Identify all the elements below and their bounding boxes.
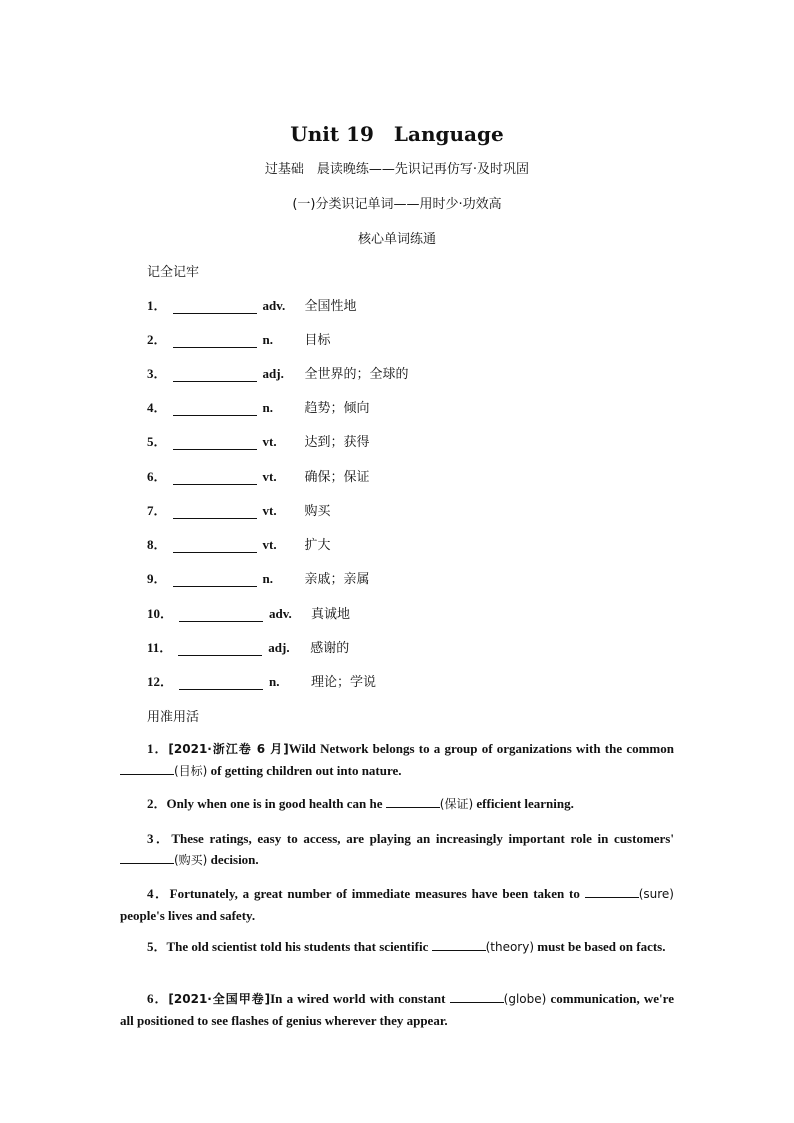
- sentence-item: [120, 936, 674, 958]
- vocab-item: [147, 602, 350, 622]
- unit-number: Unit 19: [290, 122, 374, 146]
- sentence-number: 4．: [147, 886, 170, 901]
- part1-label: 记全记牢: [147, 265, 200, 280]
- vocab-meaning: 全世界的；全球的: [304, 367, 409, 382]
- vocab-answer-blank[interactable]: [173, 367, 257, 382]
- vocab-meaning: 亲戚；亲属: [304, 572, 370, 587]
- unit-topic: Language: [393, 122, 504, 146]
- sentence-text-before: These ratings, easy to access, are playing an increasingly important role in customers': [171, 831, 674, 846]
- sentence-text-after: communication, we're all positioned to see flashes of genius wherever they appear.: [120, 991, 674, 1028]
- vocab-meaning: 扩大: [304, 538, 331, 553]
- sentence-hint: (sure): [638, 887, 674, 901]
- vocab-meaning: 趋势；倾向: [304, 401, 370, 416]
- sentence-item: [120, 793, 674, 815]
- sentence-number: 5．: [147, 939, 167, 954]
- sentence-answer-blank[interactable]: [120, 762, 174, 775]
- vocab-number: 4．: [147, 400, 167, 415]
- sentence-source: [2021·全国甲卷]: [168, 992, 271, 1006]
- vocab-meaning: 真诚地: [311, 607, 351, 622]
- vocab-number: 1．: [147, 298, 167, 313]
- sentence-number: 1．: [147, 741, 169, 756]
- vocab-part-of-speech: adv.: [269, 606, 292, 621]
- vocab-item: [147, 670, 376, 690]
- vocab-number: 11．: [147, 640, 173, 655]
- sentence-text-after: people's lives and safety.: [120, 908, 256, 923]
- vocab-number: 5．: [147, 434, 167, 449]
- sentence-answer-blank[interactable]: [386, 795, 440, 808]
- vocab-item: [147, 362, 409, 382]
- sentence-number: 2．: [147, 796, 167, 811]
- vocab-number: 6．: [147, 469, 167, 484]
- vocab-part-of-speech: vt.: [262, 503, 277, 518]
- vocab-answer-blank[interactable]: [178, 641, 262, 656]
- vocab-part-of-speech: adj.: [262, 366, 284, 381]
- vocab-item: [147, 567, 370, 587]
- sentence-text-before: Only when one is in good health can he: [166, 796, 386, 811]
- vocab-part-of-speech: n.: [262, 332, 273, 347]
- section-title: (一)分类识记单词——用时少·功效高: [292, 197, 502, 212]
- vocab-item: [147, 294, 357, 314]
- vocab-number: 10．: [147, 606, 174, 621]
- vocab-number: 2．: [147, 332, 167, 347]
- sentence-text-after: decision.: [207, 852, 259, 867]
- sentence-item: [120, 988, 674, 1031]
- vocab-item: [147, 533, 331, 553]
- sentence-text-before: Fortunately, a great number of immediate measures have been taken to: [169, 886, 585, 901]
- vocab-answer-blank[interactable]: [173, 504, 257, 519]
- vocab-answer-blank[interactable]: [179, 607, 263, 622]
- vocab-answer-blank[interactable]: [173, 299, 257, 314]
- vocab-part-of-speech: n.: [262, 400, 273, 415]
- vocab-part-of-speech: vt.: [262, 537, 277, 552]
- vocab-meaning: 目标: [304, 333, 331, 348]
- vocab-part-of-speech: vt.: [262, 434, 277, 449]
- vocab-answer-blank[interactable]: [173, 435, 257, 450]
- vocab-item: [147, 430, 370, 450]
- vocab-part-of-speech: n.: [262, 571, 273, 586]
- page-title: [0, 122, 794, 146]
- sentence-answer-blank[interactable]: [432, 938, 486, 951]
- subtitle: 过基础 晨读晚练——先识记再仿写·及时巩固: [264, 162, 530, 177]
- vocab-answer-blank[interactable]: [173, 333, 257, 348]
- vocab-part-of-speech: adj.: [268, 640, 290, 655]
- vocab-answer-blank[interactable]: [173, 572, 257, 587]
- vocab-answer-blank[interactable]: [173, 538, 257, 553]
- vocab-answer-blank[interactable]: [173, 401, 257, 416]
- vocab-number: 3．: [147, 366, 167, 381]
- vocab-item: [147, 396, 370, 416]
- vocab-part-of-speech: adv.: [262, 298, 286, 313]
- sentence-item: [120, 738, 674, 782]
- sentence-text-before: In a wired world with constant: [270, 991, 450, 1006]
- sentence-hint: (globe): [503, 992, 547, 1006]
- sentence-text-after: of getting children out into nature.: [207, 763, 402, 778]
- vocab-item: [147, 499, 331, 519]
- vocab-number: 7．: [147, 503, 167, 518]
- vocab-part-of-speech: vt.: [262, 469, 277, 484]
- sentence-text-before: The old scientist told his students that scientific: [166, 939, 432, 954]
- sentence-source: [2021·浙江卷 6 月]: [168, 742, 289, 756]
- vocab-meaning: 理论；学说: [311, 675, 377, 690]
- vocab-item: [147, 636, 349, 656]
- sentence-answer-blank[interactable]: [120, 851, 174, 864]
- sentence-answer-blank[interactable]: [585, 885, 639, 898]
- sentence-number: 6．: [147, 991, 169, 1006]
- vocab-meaning: 全国性地: [304, 299, 357, 314]
- vocab-item: [147, 465, 370, 485]
- sentence-item: [120, 828, 674, 871]
- vocab-meaning: 购买: [304, 504, 331, 519]
- sentence-number: 3．: [147, 831, 172, 846]
- sentence-text-after: must be based on facts.: [534, 939, 666, 954]
- vocab-number: 12．: [147, 674, 174, 689]
- vocab-answer-blank[interactable]: [179, 675, 263, 690]
- vocab-meaning: 确保；保证: [304, 470, 370, 485]
- section-heading: 核心单词练通: [357, 232, 436, 247]
- sentence-hint: (theory): [485, 940, 535, 954]
- sentence-hint: (目标): [174, 764, 208, 778]
- sentence-hint: (购买): [174, 853, 208, 867]
- vocab-item: [147, 328, 331, 348]
- sentence-hint: (保证): [439, 797, 474, 811]
- part2-label: 用准用活: [147, 710, 200, 725]
- vocab-meaning: 感谢的: [310, 641, 350, 656]
- sentence-text-before: Wild Network belongs to a group of organizations with the common: [288, 741, 674, 756]
- sentence-text-after: efficient learning.: [473, 796, 574, 811]
- vocab-meaning: 达到；获得: [304, 435, 370, 450]
- sentence-answer-blank[interactable]: [450, 990, 504, 1003]
- vocab-number: 9．: [147, 571, 167, 586]
- vocab-number: 8．: [147, 537, 167, 552]
- vocab-part-of-speech: n.: [269, 674, 280, 689]
- vocab-answer-blank[interactable]: [173, 470, 257, 485]
- sentence-item: [120, 883, 674, 926]
